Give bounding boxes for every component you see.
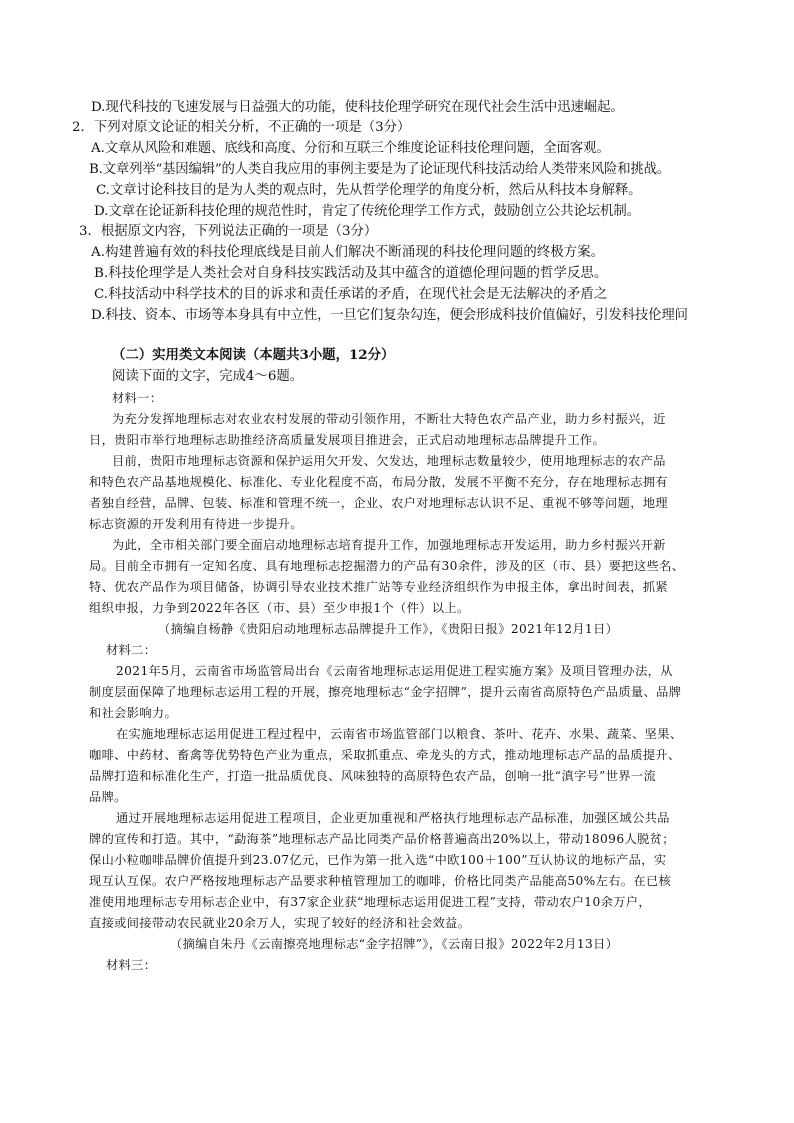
material2-line: 牌的宣传和打造。其中，“勐海茶”地理标志产品比同类产品价格普遍高出20%以上，带动18096人脱贫；	[89, 832, 675, 846]
material1-source: （摘编自杨静《贵阳启动地理标志品牌提升工作》，《贵阳日报》2021年12月1日）	[158, 622, 619, 636]
q1-option-d: D.现代科技的飞速发展与日益强大的功能，使科技伦理学研究在现代社会生活中迅速崛起。	[91, 100, 624, 115]
material2-line: 咖啡、中药材、畜禽等优势特色产业为重点，采取抓重点、牵龙头的方式，推动地理标志产品的品质提升、	[89, 748, 681, 762]
material2-line: 保山小粒咖啡品牌价值提升到23.07亿元，已作为第一批入选“中欧100＋100”互认协议的地标产品，实	[89, 853, 667, 867]
q2-option-a: A.文章从风险和难题、底线和高度、分衍和互联三个维度论证科技伦理问题，全面客观。	[91, 141, 610, 156]
material2-label: 材料二：	[106, 643, 157, 657]
material2-line: 品牌。	[89, 790, 127, 804]
material1-line: 者独自经营，品牌、包装、标准和管理不统一，企业、农户对地理标志认识不足、重视不够等问题，地理	[89, 496, 669, 510]
section2-instruction: 阅读下面的文字，完成4～6题。	[112, 369, 304, 384]
material2-line: 制度层面保障了地理标志运用工程的开展，擦亮地理标志“金字招牌”，提升云南省高原特色产品质量、品牌	[89, 685, 682, 699]
q3-option-d: D.科技、资本、市场等本身具有中立性，一旦它们复杂勾连，便会形成科技价值偏好，引发科技伦理问	[91, 308, 688, 323]
material1-line: 为此，全市相关部门要全面启动地理标志培育提升工作，加强地理标志开发运用，助力乡村振兴开新	[112, 538, 666, 552]
q2-option-d: D.文章在论证新科技伦理的规范性时，肯定了传统伦理学工作方式，鼓励创立公共论坛机制。	[94, 204, 640, 219]
material2-line: 2021年5月，云南省市场监管局出台《云南省地理标志运用促进工程实施方案》及项目管理办法，从	[116, 664, 673, 678]
material1-line: 目前，贵阳市地理标志资源和保护运用欠开发、欠发达，地理标志数量较少，使用地理标志的农产品	[112, 454, 666, 468]
material2-line: 和社会影响力。	[89, 706, 178, 720]
q3-option-a: A.构建普遍有效的科技伦理底线是目前人们解决不断涌现的科技伦理问题的终极方案。	[91, 245, 605, 260]
q2-option-b: B.文章列举“基因编辑”的人类自我应用的事例主要是为了论证现代科技活动给人类带来风险和挑战。	[89, 162, 670, 177]
section2-heading: （二）实用类文本阅读（本题共3小题，12分）	[112, 347, 395, 363]
material2-line: 准使用地理标志专用标志企业中，有37家企业获“地理标志运用促进工程”支持，带动农户10余万户，	[89, 895, 651, 909]
material1-label: 材料一：	[112, 391, 163, 405]
material1-line: 标志资源的开发利用有待进一步提升。	[89, 517, 303, 531]
material2-line: 直接或间接带动农民就业20余万人，实现了较好的经济和社会效益。	[89, 916, 471, 930]
q2-option-c: C.文章讨论科技目的是为人类的观点时，先从哲学伦理学的角度分析，然后从科技本身解释。	[96, 183, 642, 198]
material1-line: 日，贵阳市举行地理标志助推经济高质量发展项目推进会，正式启动地理标志品牌提升工作。	[89, 433, 606, 447]
material2-source: （摘编自朱丹《云南擦亮地理标志“金字招牌”》，《云南日报》2022年2月13日）	[170, 937, 619, 951]
material1-line: 和特色农产品基地规模化、标准化、专业化程度不高，布局分散，发展不平衡不充分，存在地理标志拥有	[89, 475, 669, 489]
material1-line: 为充分发挥地理标志对农业农村发展的带动引领作用，不断壮大特色农产品产业，助力乡村振兴，近	[112, 412, 666, 426]
q2-stem: 2．下列对原文论证的相关分析，不正确的一项是（3分）	[72, 120, 411, 135]
material1-line: 特、优农产品作为项目储备，协调引导农业技术推广站等专业经济组织作为申报主体，拿出时间表，抓紧	[89, 580, 669, 594]
q3-option-c: C.科技活动中科学技术的目的诉求和责任承诺的矛盾，在现代社会是无法解决的矛盾之	[94, 287, 608, 302]
material1-line: 组织申报，力争到2022年各区（市、县）至少申报1个（件）以上。	[89, 601, 470, 615]
material3-label: 材料三：	[106, 958, 157, 972]
material2-line: 通过开展地理标志运用促进工程项目，企业更加重视和严格执行地理标志产品标准，加强区域公共品	[116, 811, 670, 825]
material2-line: 现互认互保。农户严格按地理标志产品要求种植管理加工的咖啡，价格比同类产品能高50%左右。在已核	[89, 874, 672, 888]
material2-line: 品牌打造和标准化生产，打造一批品质优良、风味独特的高原特色农产品，创响一批“滇字号”世界一流	[89, 769, 657, 783]
q3-stem: 3．根据原文内容，下列说法正确的一项是（3分）	[79, 224, 378, 239]
q3-option-b: B.科技伦理学是人类社会对自身科技实践活动及其中蕴含的道德伦理问题的哲学反思。	[94, 266, 608, 281]
material2-line: 在实施地理标志运用促进工程过程中，云南省市场监管部门以粮食、茶叶、花卉、水果、蔬菜、坚果、	[116, 727, 683, 741]
material1-line: 局。目前全市拥有一定知名度、具有地理标志挖掘潜力的产品有30余件，涉及的区（市、县）要把这些名、	[89, 559, 685, 573]
